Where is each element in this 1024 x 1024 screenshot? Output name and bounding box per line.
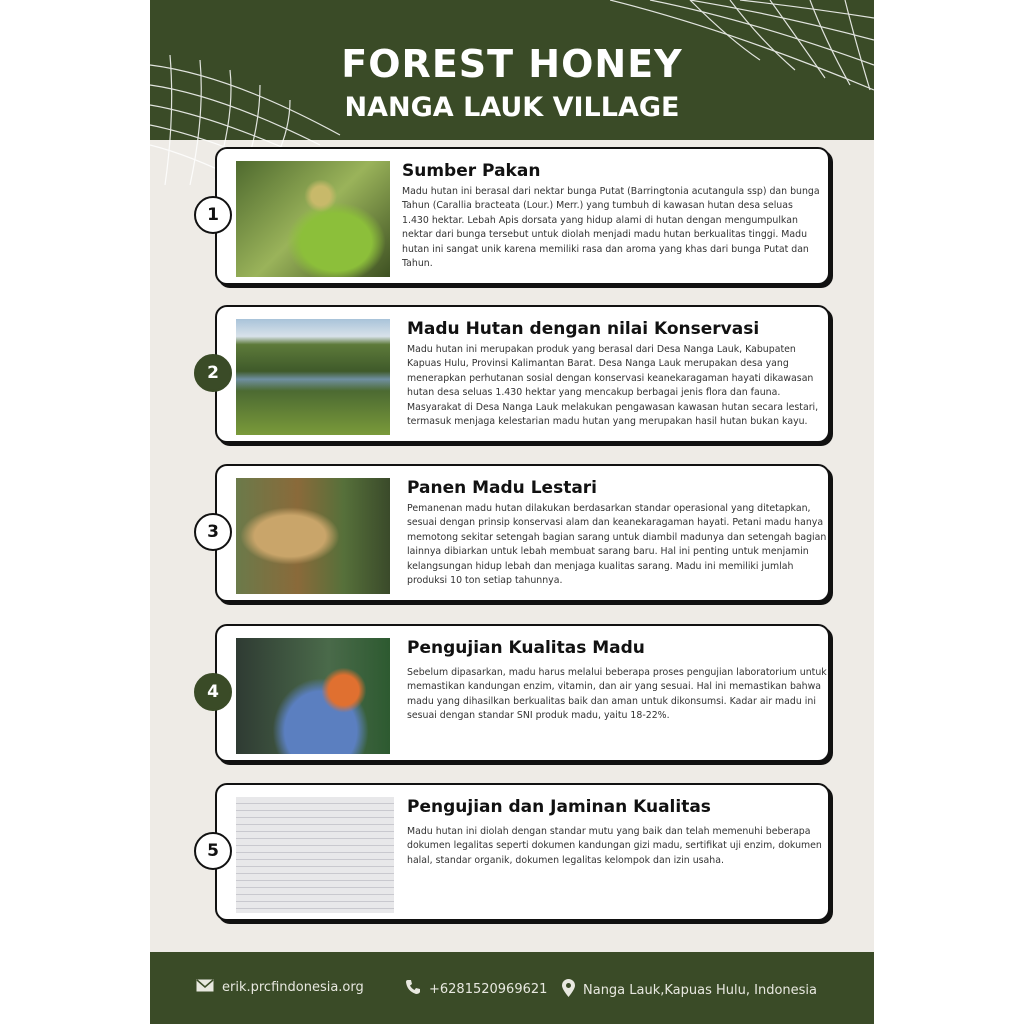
- footer: [150, 952, 874, 1024]
- footer-location: [562, 979, 817, 1001]
- section-title: Pengujian Kualitas Madu: [407, 638, 645, 658]
- location-pin-icon: [562, 979, 575, 1001]
- location-text: Nanga Lauk,Kapuas Hulu, Indonesia: [583, 982, 818, 998]
- section-card-3: [215, 464, 830, 602]
- phone-icon: [405, 979, 421, 999]
- lab-testing-photo: [236, 638, 390, 754]
- step-number-2: 2: [194, 354, 232, 392]
- mail-icon: [196, 979, 214, 996]
- section-text: Sebelum dipasarkan, madu harus melalui beberapa proses pengujian laboratorium untuk memastikan kandungan enzim, vitamin, dan air yang sesuai. Hal ini memastikan bahwa madu yang dihasilkan berkualitas baik dan aman untuk dikonsumsi. Kadar air madu ini sesuai dengan standar SNI produk madu, yaitu 18-22%.: [407, 667, 827, 722]
- step-number-5: 5: [194, 832, 232, 870]
- footer-phone: [405, 979, 547, 999]
- phone-text[interactable]: +6281520969621: [429, 981, 548, 997]
- email-text[interactable]: erik.prcfindonesia.org: [222, 980, 364, 995]
- flower-photo: [236, 161, 390, 277]
- step-number-4: 4: [194, 673, 232, 711]
- section-card-2: [215, 305, 830, 443]
- section-title: Madu Hutan dengan nilai Konservasi: [407, 319, 760, 339]
- poster: [150, 0, 874, 1024]
- step-number-1: 1: [194, 196, 232, 234]
- section-card-4: [215, 624, 830, 762]
- section-text: Pemanenan madu hutan dilakukan berdasarkan standar operasional yang ditetapkan, sesuai dengan prinsip konservasi alam dan keanekaragaman hayati. Petani madu hanya memotong sekitar setengah bagian sarang untuk diambil madunya dan setengah bagian lainnya dibiarkan untuk lebah membuat sarang baru. Hal ini penting untuk menjamin kelangsungan hidup lebah dan menjaga kualitas sarang. Madu ini memiliki jumlah produksi 10 ton setiap tahunnya.: [407, 503, 827, 587]
- page-subtitle: NANGA LAUK VILLAGE: [344, 92, 680, 123]
- honey-harvest-photo: [236, 478, 390, 594]
- section-title: Pengujian dan Jaminan Kualitas: [407, 797, 711, 817]
- section-text: Madu hutan ini berasal dari nektar bunga Putat (Barringtonia acutangula ssp) dan bunga Tahun (Carallia bracteata (Lour.) Merr.) yang tumbuh di kawasan hutan desa seluas 1.430 hektar. Lebah Apis dorsata yang hidup alami di hutan dengan mengumpulkan nektar dari bunga tersebut untuk diolah menjadi madu hutan berkualitas tinggi. Madu hutan ini sangat unik karena memiliki rasa dan aroma yang khas dari bunga Putat dan Tahun.: [402, 186, 820, 270]
- section-card-5: [215, 783, 830, 921]
- certificate-document-photo: [236, 797, 394, 913]
- forest-photo: [236, 319, 390, 435]
- step-number-3: 3: [194, 513, 232, 551]
- section-title: Sumber Pakan: [402, 161, 541, 181]
- section-text: Madu hutan ini diolah dengan standar mutu yang baik dan telah memenuhi beberapa dokumen legalitas seperti dokumen kandungan gizi madu, sertifikat uji enzim, dokumen halal, standar organik, dokumen legalitas kelompok dan izin usaha.: [407, 826, 822, 866]
- page-title: FOREST HONEY: [341, 42, 683, 86]
- section-text: Madu hutan ini merupakan produk yang berasal dari Desa Nanga Lauk, Kabupaten Kapuas Hulu, Provinsi Kalimantan Barat. Desa Nanga Lauk merupakan desa yang menerapkan perhutanan sosial dengan konservasi keanekaragaman hayati dikawasan hutan desa seluas 1.430 hektar yang mencakup berbagai jenis flora dan fauna. Masyarakat di Desa Nanga Lauk melakukan pengawasan kawasan hutan secara lestari, termasuk menjaga kelestarian madu hutan yang merupakan hasil hutan bukan kayu.: [407, 344, 819, 428]
- section-title: Panen Madu Lestari: [407, 478, 597, 498]
- footer-email: [196, 979, 364, 996]
- header: [150, 0, 874, 140]
- section-card-1: [215, 147, 830, 285]
